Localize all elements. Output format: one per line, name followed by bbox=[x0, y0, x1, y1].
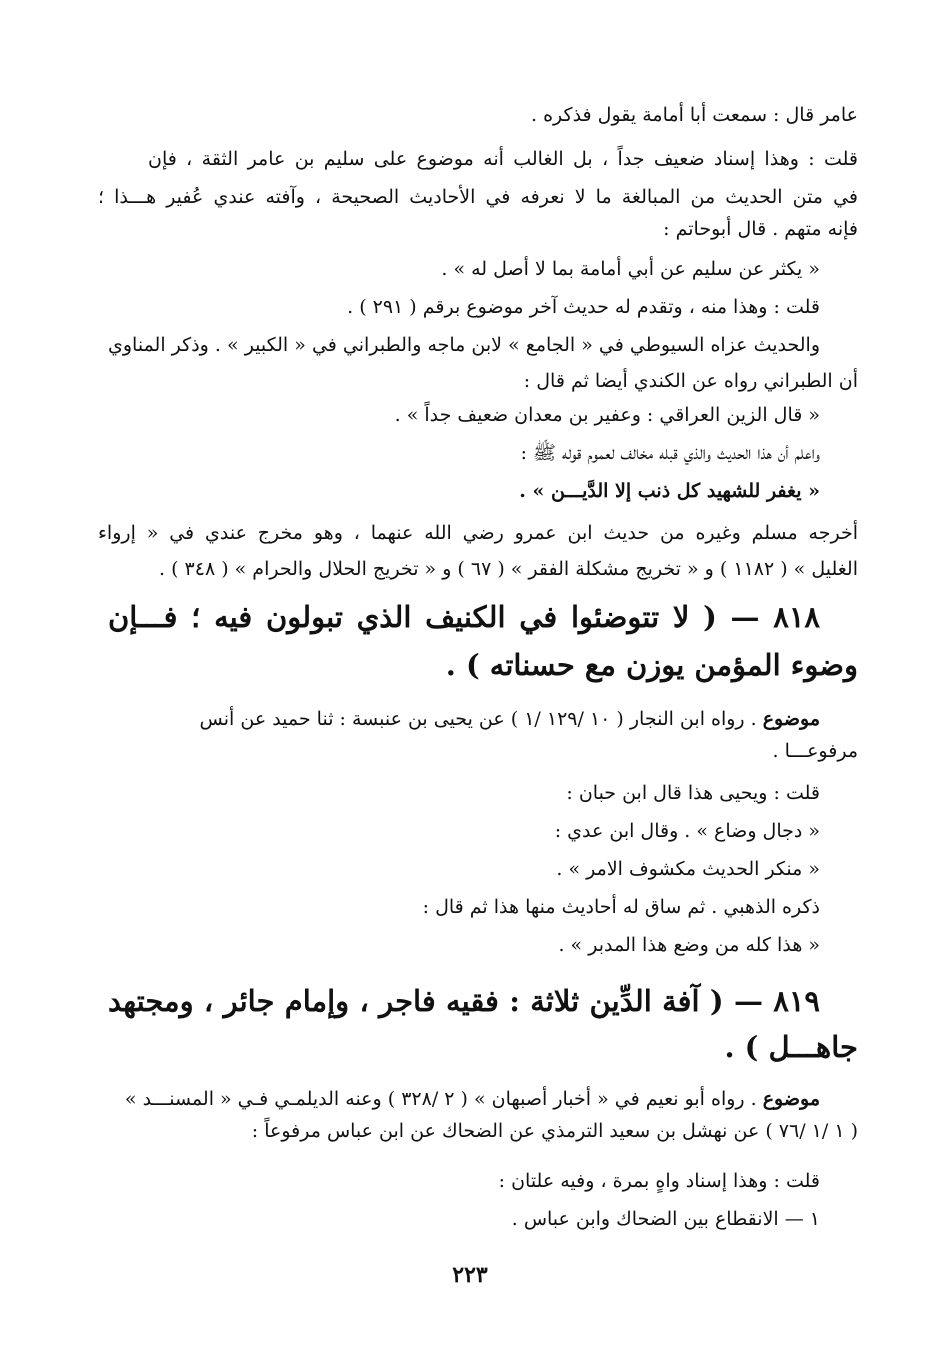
text-line: قلت : وهذا إسناد ضعيف جداً ، بل الغالب أنه موضوع على سليم بن عامر الثقة ، فإن bbox=[148, 148, 858, 170]
text-line: قلت : ويحيى هذا قال ابن حبان : bbox=[566, 782, 820, 804]
hadith-heading-819-cont: جاهـــل ) . bbox=[724, 1030, 858, 1064]
verdict-text: . رواه أبو نعيم في « أخبار أصبهان » ( ٢ /٣٢٨ ) وعنه الديلمـي فـي « المسنـــد » bbox=[124, 1088, 757, 1110]
hadith-heading-818-cont: وضوء المؤمن يوزن مع حسناته ) . bbox=[445, 648, 858, 682]
text-line: أخرجه مسلم وغيره من حديث ابن عمرو رضي الله عنهما ، وهو مخرج عندي في « إرواء bbox=[98, 522, 858, 544]
hadith-quote: « يغفر للشهيد كل ذنب إلا الدَّيـــن » . bbox=[519, 480, 820, 502]
text-line: قلت : وهذا إسناد واهٍ بمرة ، وفيه علتان : bbox=[498, 1170, 820, 1192]
text-line: ( ١ /١ /٧٦ ) عن نهشل بن سعيد الترمذي عن الضحاك عن ابن عباس مرفوعاً : bbox=[251, 1120, 858, 1142]
text-line: في متن الحديث من المبالغة ما لا نعرفه في الأحاديث الصحيحة ، وآفته عندي عُفير هـــذا ؛ bbox=[98, 186, 858, 208]
text-line: عامر قال : سمعت أبا أمامة يقول فذكره . bbox=[531, 104, 858, 126]
text-line bbox=[108, 708, 820, 731]
quote-line: « دجال وضاع » . وقال ابن عدي : bbox=[554, 820, 820, 842]
text-line: فإنه متهم . قال أبوحاتم : bbox=[663, 218, 858, 240]
text-line: أن الطبراني رواه عن الكندي أيضا ثم قال : bbox=[523, 370, 858, 392]
quote-line: « هذا كله من وضع هذا المدبر » . bbox=[558, 934, 820, 956]
quote-line: « منكر الحديث مكشوف الامر » . bbox=[556, 858, 820, 880]
quote-line: « قال الزين العراقي : وعفير بن معدان ضعيف جداً » . bbox=[394, 404, 820, 426]
text-line: الغليل » ( ١١٨٢ ) و « تخريج مشكلة الفقر » ( ٦٧ ) و « تخريج الحلال والحرام » ( ٣٤٨ ) . bbox=[159, 558, 858, 580]
text-line: واعلم أن هذا الحديث والذي قبله مخالف لعموم قوله ﷺ : bbox=[520, 442, 820, 464]
quote-line: « يكثر عن سليم عن أبي أمامة بما لا أصل له » . bbox=[441, 258, 820, 280]
text-line: والحديث عزاه السيوطي في « الجامع » لابن ماجه والطبراني في « الكبير » . وذكر المناوي bbox=[108, 334, 820, 356]
hadith-heading-819: ٨١٩ — ( آفة الدِّين ثلاثة : فقيه فاجر ، وإمام جائر ، ومجتهد bbox=[108, 984, 820, 1018]
text-line: ١ — الانقطاع بين الضحاك وابن عباس . bbox=[511, 1208, 820, 1230]
page-number: ٢٢٣ bbox=[452, 1262, 488, 1288]
verdict-label: موضوع bbox=[762, 708, 820, 730]
text-line: ذكره الذهبي . ثم ساق له أحاديث منها هذا ثم قال : bbox=[422, 896, 820, 918]
verdict-label: موضوع bbox=[762, 1088, 820, 1110]
text-line: مرفوعـــا . bbox=[772, 740, 858, 762]
text-line bbox=[108, 1088, 820, 1111]
hadith-heading-818: ٨١٨ — ( لا تتوضئوا في الكنيف الذي تبولون فيه ؛ فـــإن bbox=[108, 600, 820, 634]
verdict-text: . رواه ابن النجار ( ١٠ /١٢٩ /١ ) عن يحيى بن عنبسة : ثنا حميد عن أنس bbox=[199, 708, 757, 730]
text-line: قلت : وهذا منه ، وتقدم له حديث آخر موضوع برقم ( ٢٩١ ) . bbox=[347, 296, 820, 318]
